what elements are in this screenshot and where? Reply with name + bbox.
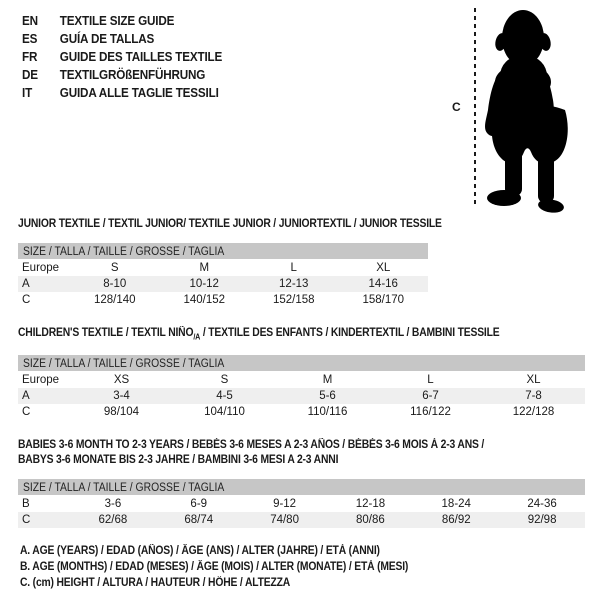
size-value-cell: 7-8 [525,390,542,403]
size-value-cell: 98/104 [103,406,140,419]
size-value-cell: 3-6 [104,498,122,511]
section-title-text: CHILDREN'S TEXTILE / TEXTIL NIÑO [18,327,194,339]
size-value-cell: 110/116 [307,406,348,419]
table-row [18,404,585,420]
size-value-cell: 24-36 [527,498,557,511]
size-value-cell: 18-24 [441,498,471,511]
size-value-cell: XL [376,262,391,274]
size-value-cell: XS [113,374,130,387]
table-row [18,292,428,308]
table-row [18,496,585,512]
size-value-cell: M [199,262,210,274]
language-row [22,48,222,66]
row-label-cell: A [22,390,30,403]
size-value-cell: 14-16 [368,278,398,290]
language-row [22,84,222,102]
size-header-bar [18,243,428,259]
size-value-cell: 8-10 [103,278,127,290]
row-label-cell: A [22,278,30,290]
row-label-cell: Europe [22,374,60,387]
size-value-cell: S [220,374,229,387]
section-title [18,326,528,344]
baby-silhouette [478,0,598,220]
section-title-line [18,438,528,453]
size-value-cell: 68/74 [184,514,214,527]
row-label-cell: C [22,406,31,419]
size-guide-section-junior [18,217,585,308]
size-guide-section-babies [18,438,585,528]
table-row [18,388,585,404]
table-row [18,372,585,388]
row-label-cell: Europe [22,262,60,274]
language-label: GUIDA ALLE TAGLIE TESSILI [59,85,219,100]
table-row [18,260,428,276]
size-value-cell: XL [526,374,541,387]
size-value-cell: 12-18 [355,498,386,511]
height-dashed-line [474,8,476,206]
size-value-cell: 9-12 [273,498,297,511]
size-value-cell: 4-5 [216,390,233,403]
footnote-line: C. (cm) HEIGHT / ALTURA / HAUTEUR / HÖHE / ALTEZZA [20,577,291,589]
size-value-cell: 128/140 [93,294,136,306]
size-value-cell: L [427,374,434,387]
language-row [22,12,222,30]
size-value-cell: 10-12 [189,278,219,290]
footnote-legend [20,543,451,591]
section-title-text: / TEXTILE DES ENFANTS / KINDERTEXTIL / BAMBINI TESSILE [200,327,500,339]
language-list [22,12,244,102]
section-title-line [18,217,528,232]
size-value-cell: 3-4 [113,390,130,403]
size-header-bar [18,479,585,495]
language-label: GUIDE DES TAILLES TEXTILE [59,49,223,64]
size-value-cell: 104/110 [204,406,245,419]
size-value-cell: 152/158 [272,294,315,306]
size-header-bar [18,355,585,371]
measure-c-label: C [452,100,461,114]
section-title [18,438,528,468]
size-value-cell: 5-6 [319,390,336,403]
row-label-cell: C [22,294,31,306]
size-value-cell: M [322,374,333,387]
footnote-line: B. AGE (MONTHS) / EDAD (MESES) / ÂGE (MOIS) / ALTER (MONATE) / ETÀ (MESI) [20,561,409,573]
size-value-cell: 140/152 [183,294,226,306]
row-label-cell: C [22,514,31,527]
table-row [18,512,585,528]
size-value-cell: 122/128 [512,406,555,419]
size-value-cell: S [110,262,119,274]
language-code: IT [22,85,33,100]
size-value-cell: L [290,262,297,274]
section-title-line [18,453,528,468]
table-row [18,276,428,292]
measurement-figure [440,0,600,220]
language-label: GUÍA DE TALLAS [59,31,155,46]
size-value-cell: 86/92 [441,514,471,527]
size-header-label: SIZE / TALLA / TAILLE / GRÖSSE / TAGLIA [23,246,225,258]
size-value-cell: 6-7 [422,390,439,403]
section-title-text: /A [193,332,201,342]
section-title-line [18,326,528,344]
size-value-cell: 92/98 [527,514,557,527]
size-value-cell: 6-9 [190,498,208,511]
row-label-cell: B [22,498,30,511]
size-guide-section-children [18,326,585,420]
section-title [18,217,528,232]
size-value-cell: 12-13 [279,278,309,290]
footnote-line: A. AGE (YEARS) / EDAD (AÑOS) / ÂGE (ANS) / ALTER (JAHRE) / ETÀ (ANNI) [20,545,380,557]
section-title-text: BABYS 3-6 MONATE BIS 2-3 JAHRE / BAMBINI 3-6 MESI A 2-3 ANNI [18,454,339,467]
language-row [22,66,222,84]
language-label: TEXTILGRÖßENFÜHRUNG [59,67,206,82]
section-title-text: BABIES 3-6 MONTH TO 2-3 YEARS / BEBÉS 3-6 MESES A 2-3 AÑOS / BÉBÉS 3-6 MOIS À 2-3 ANS / [18,439,485,452]
size-value-cell: 116/122 [410,406,451,419]
language-row [22,30,222,48]
language-code: EN [22,13,38,28]
size-value-cell: 158/170 [362,294,405,306]
language-code: FR [22,49,38,64]
size-value-cell: 74/80 [270,514,299,527]
section-title-text: JUNIOR TEXTILE / TEXTIL JUNIOR/ TEXTILE JUNIOR / JUNIORTEXTIL / JUNIOR TESSILE [18,218,442,230]
language-code: ES [22,31,38,46]
size-header-label: SIZE / TALLA / TAILLE / GRÖSSE / TAGLIA [23,482,225,495]
size-value-cell: 62/68 [98,514,128,527]
size-value-cell: 80/86 [356,514,385,527]
size-sections [18,217,585,528]
language-code: DE [22,67,38,82]
size-header-label: SIZE / TALLA / TAILLE / GRÖSSE / TAGLIA [23,358,225,371]
language-label: TEXTILE SIZE GUIDE [59,13,175,28]
